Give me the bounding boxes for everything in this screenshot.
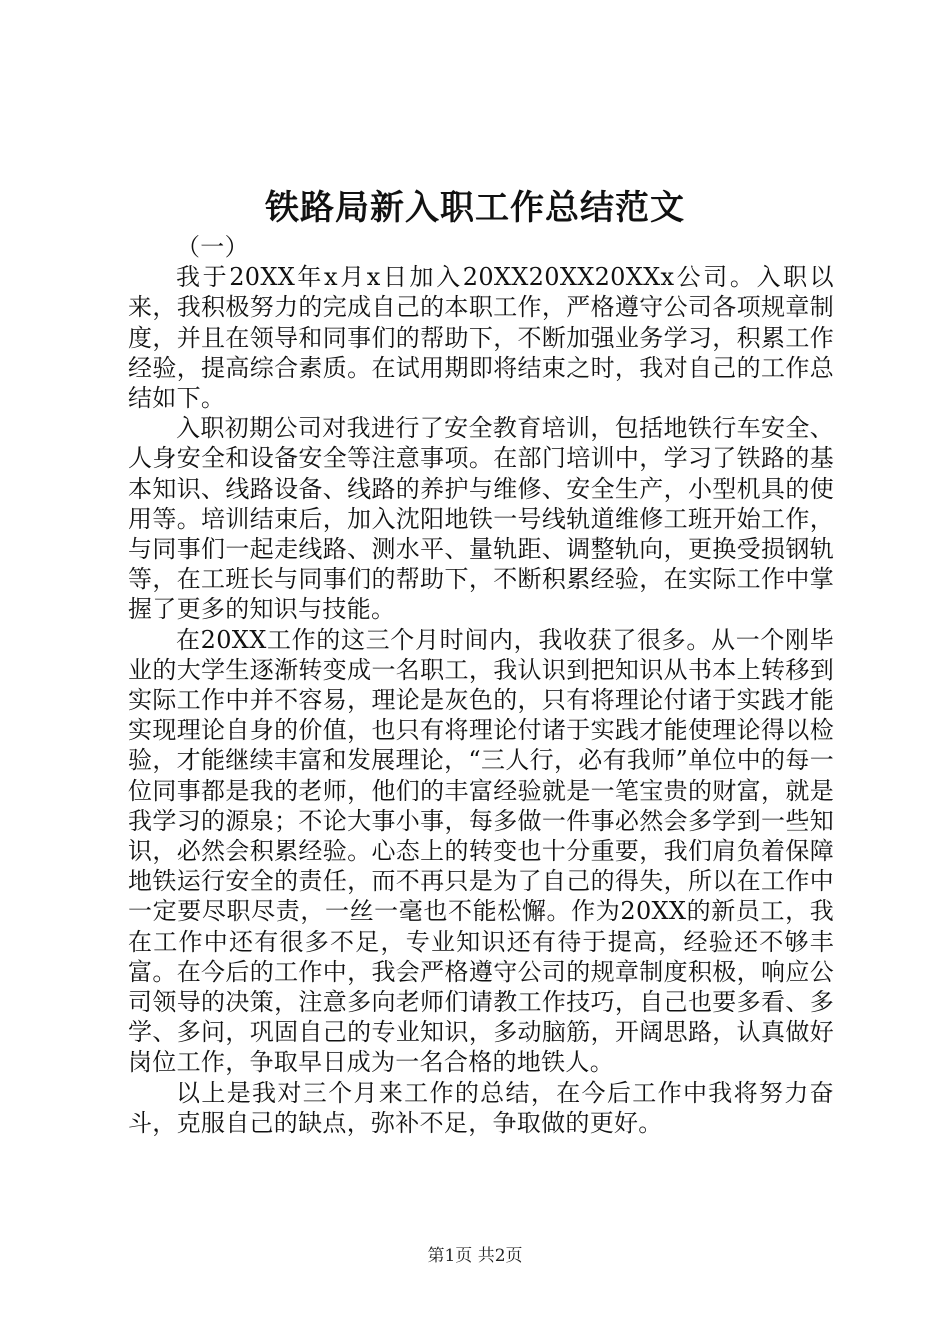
paragraph-1: 我于20XX年x月x日加入20XX20XX20XXx公司。入职以来，我积极努力的完成自己的本职工作，严格遵守公司各项规章制度，并且在领导和同事们的帮助下，不断加强业务学习，积累工作经验，提高综合素质。在试用期即将结束之时，我对自己的工作总结如下。 xyxy=(128,263,834,413)
document-body xyxy=(128,232,834,1138)
paragraph-3: 在20XX工作的这三个月时间内，我收获了很多。从一个刚毕业的大学生逐渐转变成一名职工，我认识到把知识从书本上转移到实际工作中并不容易，理论是灰色的，只有将理论付诸于实践才能实现理论自身的价值，也只有将理论付诸于实践才能使理论得以检验，才能继续丰富和发展理论，“三人行，必有我师”单位中的每一位同事都是我的老师，他们的丰富经验就是一笔宝贵的财富，就是我学习的源泉；不论大事小事，每多做一件事必然会多学到一些知识，必然会积累经验。心态上的转变也十分重要，我们肩负着保障地铁运行安全的责任，而不再只是为了自己的得失，所以在工作中一定要尽职尽责，一丝一毫也不能松懈。作为20XX的新员工，我在工作中还有很多不足，专业知识还有待于提高，经验还不够丰富。在今后的工作中，我会严格遵守公司的规章制度积极，响应公司领导的决策，注意多向老师们请教工作技巧，自己也要多看、多学、多问，巩固自己的专业知识，多动脑筋，开阔思路，认真做好岗位工作，争取早日成为一名合格的地铁人。 xyxy=(128,625,834,1077)
paragraph-2: 入职初期公司对我进行了安全教育培训，包括地铁行车安全、人身安全和设备安全等注意事项。在部门培训中，学习了铁路的基本知识、线路设备、线路的养护与维修、安全生产，小型机具的使用等。培训结束后，加入沈阳地铁一号线轨道维修工班开始工作，与同事们一起走线路、测水平、量轨距、调整轨向，更换受损钢轨等，在工班长与同事们的帮助下，不断积累经验，在实际工作中掌握了更多的知识与技能。 xyxy=(128,414,834,624)
page-indicator: 第1页 共2页 xyxy=(427,1246,523,1266)
section-heading: （一） xyxy=(176,233,249,261)
document-title: 铁路局新入职工作总结范文 xyxy=(265,188,685,228)
page-footer xyxy=(0,1244,950,1268)
paragraph-4: 以上是我对三个月来工作的总结，在今后工作中我将努力奋斗，克服自己的缺点，弥补不足，争取做的更好。 xyxy=(128,1078,834,1137)
